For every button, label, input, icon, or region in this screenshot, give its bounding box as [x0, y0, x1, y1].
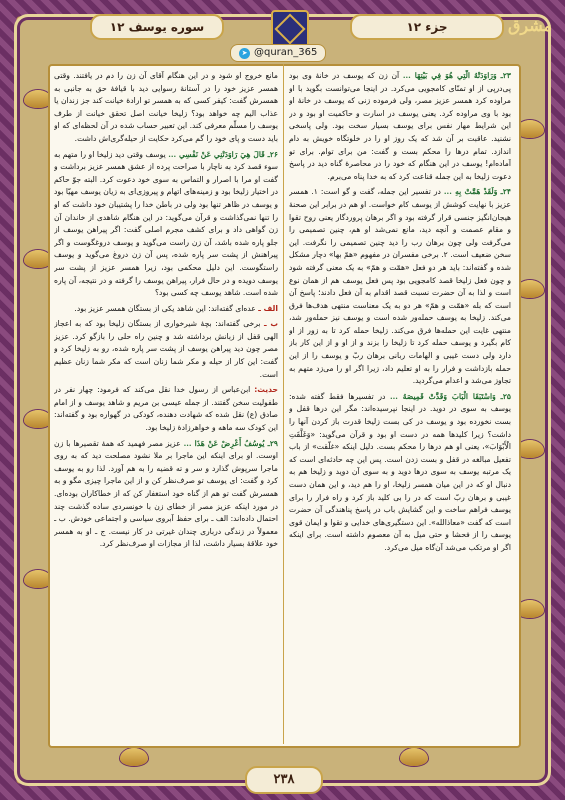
- verse-heading: ۲۵ـ وَاسْتَبَقَا الْبَابَ وَقَدَّتْ قَمِيصَهُ ...: [390, 391, 511, 401]
- right-column: [289, 70, 511, 740]
- item-label: ب ـ: [264, 319, 278, 329]
- surah-label: سوره یوسف ۱۲: [90, 14, 224, 40]
- paragraph-text: مانع خروج او شود و در این هنگام آقای آن زن را دم در یافتند. وقتی همسر عزیز خود را در آستانهٔ رسوایی دید با قیافهٔ حق به جانبی به همسرش گفت: کیفر کسی که به همسر تو ارادهٔ خیانت کند جز زندان یا عذاب الیم چه خواهد بود؟ زلیخا خیانت اصل تحقق خیانت از طرف یوسف را مسلّم معرفی کند. این تعبیر حساب شده در آن لحظه‌ای که او باید دست و پای خود را گم می‌کرد حکایت از حیله‌گری‌اش داشت.: [54, 71, 278, 143]
- ornament-leaf: [400, 748, 428, 766]
- column-divider: [283, 64, 284, 744]
- ornament-leaf: [120, 748, 148, 766]
- paragraph: [54, 149, 278, 300]
- page-number: ۲۳۸: [245, 766, 323, 794]
- page-header: [20, 8, 545, 38]
- publisher-logo: مشرق: [508, 16, 553, 35]
- verse-heading: ۲۳ـ وَرَاوَدَتْهُ الَّتِي هُوَ فِي بَيْتِهَا ...: [402, 71, 511, 80]
- paragraph: [54, 384, 278, 434]
- paragraph-text: برخی گفته‌اند: بچهٔ شیرخواری از بستگان زلیخا بود که به اعجاز الهی قفل از زبانش برداشته شد و چنین راه حلی را بازگو کرد. عزیز مصر چون دید پیراهن یوسف از پشت سر پاره شده، رو به زلیخا کرد و گفت: این کار از حیله و مکر شما زنان است که مکر شما زنان عظیم است.: [54, 319, 278, 379]
- paragraph-text: ابن‌عباس از رسول خدا نقل می‌کند که فرمود: چهار نفر در طفولیت سخن گفتند. از جمله عیسی بن مریم و شاهد یوسف و از امام صادق (ع) نقل شده که شهادت دهنده، کودکی در گهواره بود و گفته‌اند: این کودک سه ماهه و خواهرزادهٔ زلیخا بود.: [54, 385, 278, 433]
- item-label: الف ـ: [258, 303, 278, 313]
- paragraph: [289, 391, 511, 555]
- paragraph: [54, 70, 278, 146]
- paragraph: [289, 186, 511, 388]
- paragraph-text: یوسف وقتی دید زلیخا او را متهم به سوء قصد کرد به ناچار با صراحت پرده از عشق همسر عزیز برداشت و گفت او مرا با اصرار و التماس به سوی خود دعوت کرد. البته جوّ حاکم در اختیار زلیخا بود و زمینه‌های اتهام و پیروزی‌ای به زیان یوسف مهیّا بود و یوسف در ظاهر تنها بود ولی در باطن خدا را پشتیبان خود داشت که او را تنها نمی‌گذاشت و قرآن می‌گوید: در این هنگام شاهدی از خاندان آن زن گواهی داد و برای کشف مجرم اصلی گفت: اگر پیراهن یوسف از جلو پاره شده باشد، آن زن راست می‌گوید و یوسف دروغگوست و اگر پیراهنش از پشت سر پاره شده، پس آن زن دروغ می‌گوید و یوسف راستگوست. این دلیل محکمی بود، زیرا همسر عزیز از پشت سر یوسف دویده و در حال فرار، پیراهن یوسف را گرفته و در نتیجه، آن پاره شده است. شاهد یوسف چه کسی بود؟: [54, 149, 278, 298]
- paragraph: [54, 303, 278, 316]
- paragraph-text: در تفسیر این جمله، گفت و گو است: ۱. همسر عزیز با نهایت کوشش از یوسف کام خواست. او هم در برابر این صحنهٔ هیجان‌انگیز جنسی قرار گرفته بود و اگر برهان پروردگار یعنی روح تقوا و مقام عصمت و آنچه دید، مانع نمی‌شد او هم، چنین تصمیمی را می‌گرفت ولی چون برهان رب را دید چنین تصمیمی را نگرفت. این سخن ضعیف است. ۲. برخی مفسران در مفهوم «همّ بها» دچار مشکل شده و گفته‌اند: باید هر دو فعل «همّت و همّ» به یک معنی گرفته شود و چون فعل زلیخا قصد کامجویی بود پس فعل یوسف هم از همان نوع است و لذا به آن حضرت نسبت قصد اقدام به آن فعل دادند؛ پاسخ آن است که بله «همّت و همّ» هر دو به یک معناست منتهی هدف‌ها فرق می‌کند. زلیخا به یوسف حمله‌ور شده است و یوسف نیز حمله‌ور شد، منتهی غایت این حمله‌ها فرق می‌کند. زلیخا حمله کرد تا به زور از او کام بگیرد و یوسف حمله کرد تا زلیخا را بزند و از او و از این کار باز دارد ولی دست غیبی و الهامات ربانی برهان ربّ و یوسف را از این حمله بازداشت و فرار را به او تعلیم داد، زیرا اگر او را می‌زد متهم به تجاوز می‌شد و اعدام می‌گردید.: [289, 187, 511, 386]
- telegram-icon: ➤: [239, 48, 250, 59]
- paragraph-text: عزیز مصر فهمید که همهٔ تقصیرها با زن اوست. او برای اینکه این ماجرا بر ملا نشود مصلحت دید که به روی ماجرا سرپوش گذارد و سر و ته قضیه را به هم آورد. لذا رو به یوسف کرد و گفت: ای یوسف تو صرف‌نظر کن و از این ماجرا چیزی مگو و به همسرش گفت تو هم از گناه خود استغفار کن که از خطاکاران بوده‌ای. در مورد اینکه عزیز مصر از خطای زن با خونسردی ساده گذشت چند احتمال داده‌اند: الف ـ برای حفظ آبروی سیاسی و اجتماعی خودش. ب ـ معمولاً در زندگی درباری چندان غیرتی در کار نیست. ج ـ او به همسر خود علاقهٔ بسیار داشت، لذا از مجازات او صرف‌نظر کرد.: [54, 438, 278, 549]
- paragraph-text: آن زن که یوسف در خانهٔ وی بود پی‌درپی از او تمنّای کامجویی می‌کرد. در اینجا می‌توانست بگوید با او مراوده کرد همسر عزیز مصر، ولی فرموده زنی که یوسف در خانهٔ او بود با وی مراوده کرد. یعنی یوسف در اسارت و حاکمیت او بود و در این شرایط مهار نفس برای یوسف بسیار سخت بود. ولی پاسخی نشنید. عاقبت بر آن شد که یک روز او را در خلوتگاه خویش به دام اندازد. تمام درها را محکم بست و گفت: من برای توام. برای تو آماده‌ام! یوسف در این هنگام که خود را در محاصرهٔ گناه دید در پاسخ دعوت زلیخا به این جمله قناعت کرد که به خدا پناه می‌برم.: [289, 71, 511, 181]
- verse-heading: ۲۶ـ قَالَ هِيَ رَاوَدَتْنِي عَنْ نَفْسِي ...: [168, 149, 278, 159]
- paragraph-text: در تفسیرها فقط گفته شده: یوسف به سوی در دوید. در اینجا نپرسیده‌اند: مگر این درها قفل و بست نخورده بود و یوسف در کی بست زلیخا قدرت باز کردن آنها را داشت؟ زیرا کلیدها همه در دست او بود و قرآن می‌گوید: «وَغَلَّقَتِ الْأَبْوَابَ»، یعنی او هم درها را محکم بست. دلیل اینکه «غلّقت» از باب تفعیل مبالغه در قفل و بست زدن است. پس این چه حادثه‌ای است که یک مرتبه یوسف به سوی درها دوید و به سوی آن دوید و زلیخا هم به دنبال او که در این میان همسر زلیخا، او را هم دید، و این همان دست غیبی و برهان ربّ است که در را بی کلید باز کرد و راه فرار را برای یوسف فراهم ساخت و این گشایش باب در پاسخ پناهندگی آن حضرت است که گفت «معاذالله». این دستگیری‌های خدایی و تقوا و ایمان قوی یوسف را از فحشا و حتی میل به آن معصوم داشته است. برای اینکه اگر او مرتکب می‌شد آن‌گاه میل می‌کرد.: [289, 391, 511, 552]
- paragraph: [289, 70, 511, 183]
- juz-label: جزء ۱۲: [350, 14, 504, 40]
- hadith-label: حدیث:: [254, 385, 278, 395]
- quran-seal-icon: [271, 10, 309, 48]
- verse-heading: ۲۴ـ وَلَقَدْ هَمَّتْ بِهِ ...: [443, 187, 511, 197]
- verse-heading: ۲۹ـ یُوسُفُ أَعْرِضْ عَنْ هَذَا ...: [183, 438, 278, 448]
- left-column: [54, 70, 278, 740]
- paragraph: [54, 318, 278, 381]
- telegram-channel-badge[interactable]: [230, 44, 326, 62]
- telegram-handle: @quran_365: [254, 47, 318, 58]
- paragraph: [54, 438, 278, 551]
- paragraph-text: عده‌ای گفته‌اند: این شاهد یکی از بستگان همسر عزیز بود.: [74, 303, 259, 313]
